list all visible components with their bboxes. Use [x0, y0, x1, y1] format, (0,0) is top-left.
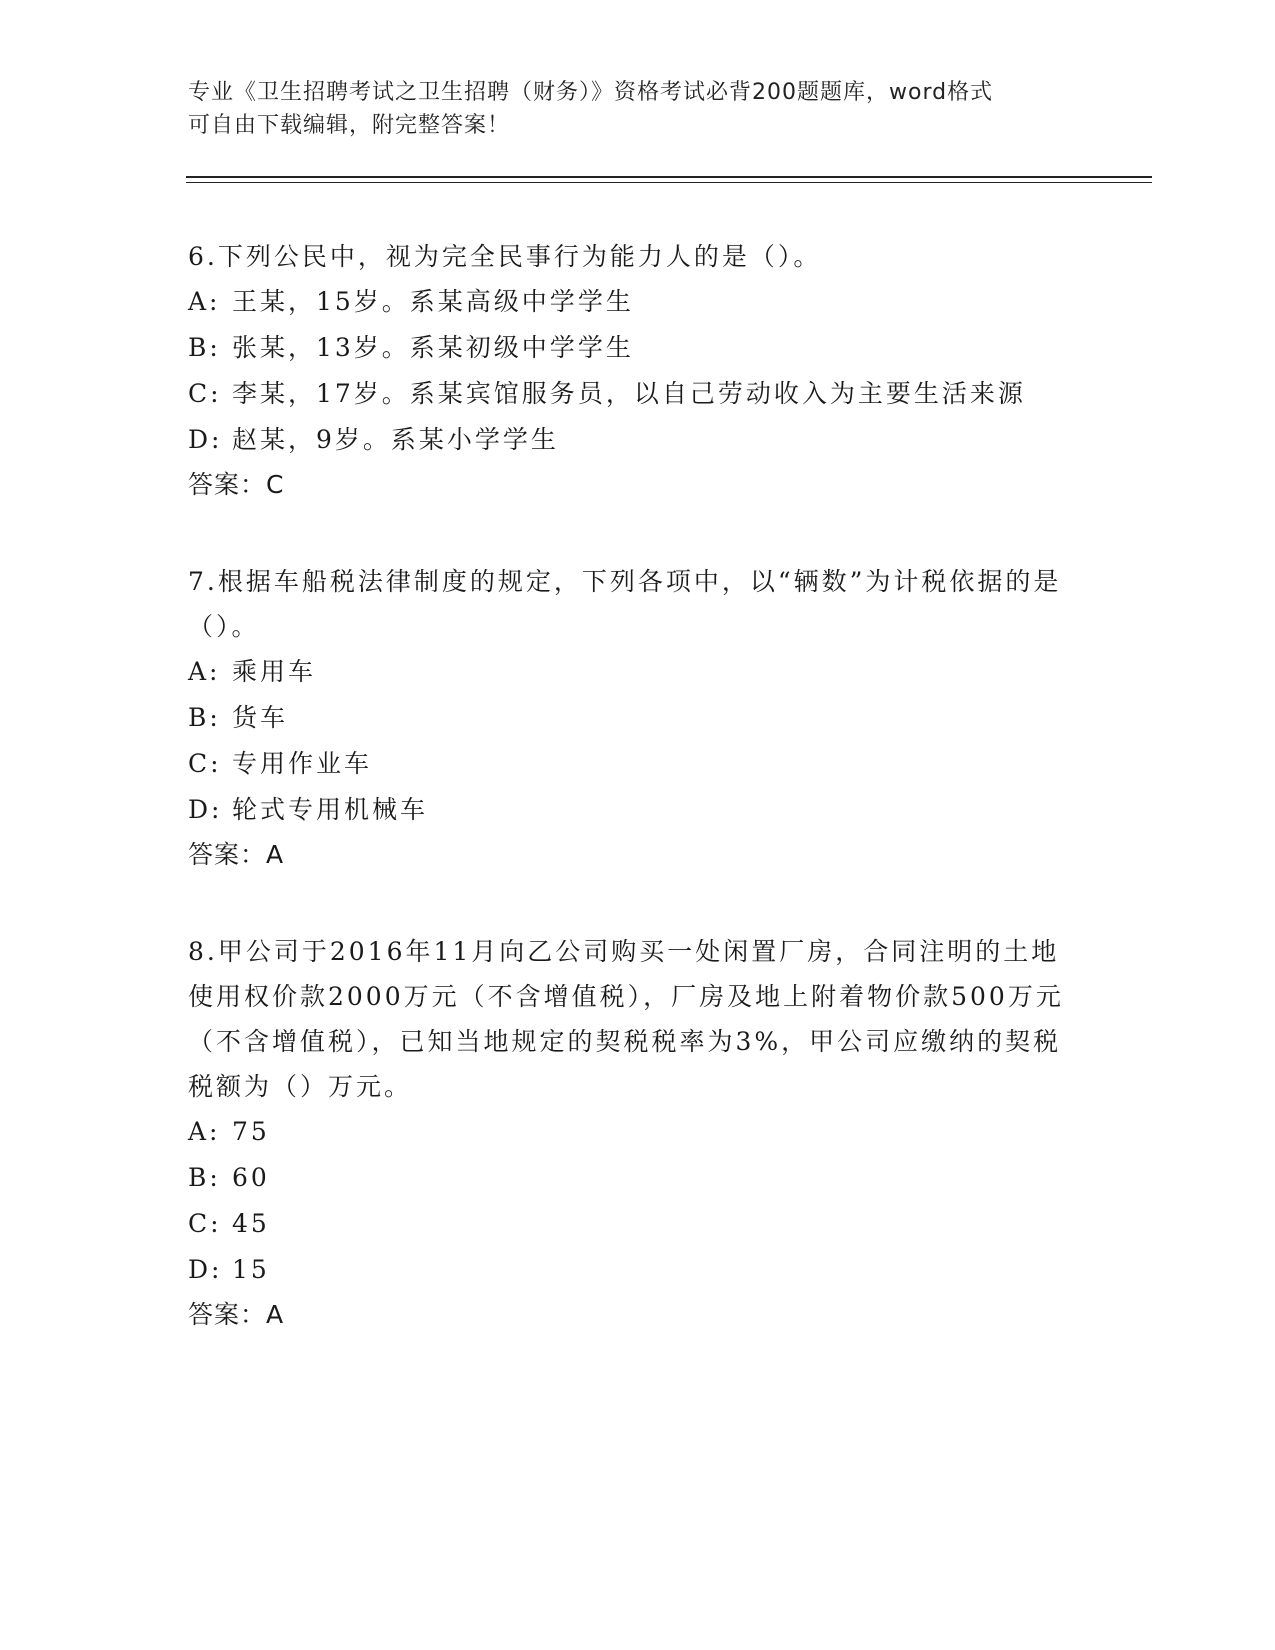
option-key: C:: [188, 1209, 222, 1238]
option-key: B:: [188, 703, 221, 732]
option-key: C:: [188, 749, 222, 778]
option-key: A:: [188, 657, 221, 686]
answer: 答案：A: [188, 840, 285, 869]
header-line-1: 专业《卫生招聘考试之卫生招聘（财务）》资格考试必背200题题库，word格式: [188, 80, 994, 105]
option-text: 乘用车: [232, 657, 317, 686]
option-d: [188, 1247, 1068, 1293]
option-text: 60: [232, 1163, 270, 1192]
question-text: 8.甲公司于2016年11月向乙公司购买一处闲置厂房，合同注明的土地使用权价款2000万元（不含增值税），厂房及地上附着物价款500万元（不含增值税），已知当地规定的契税税率为3%，甲公司应缴纳的契税税额为（）万元。: [188, 937, 1064, 1101]
option-key: B:: [188, 333, 221, 362]
option-d: [188, 787, 1068, 833]
option-b: [188, 325, 1068, 371]
header-divider-thick: [186, 176, 1152, 178]
option-text: 轮式专用机械车: [232, 795, 429, 824]
header-line-2: 可自由下载编辑，附完整答案！: [188, 113, 511, 138]
question-text: 6.下列公民中，视为完全民事行为能力人的是（）。: [188, 242, 822, 271]
option-a: [188, 1109, 1068, 1155]
option-text: 李某，17岁。系某宾馆服务员，以自己劳动收入为主要生活来源: [232, 379, 1026, 408]
option-key: D:: [188, 425, 223, 454]
option-a: [188, 649, 1068, 695]
option-c: [188, 371, 1068, 417]
option-text: 15: [232, 1255, 270, 1284]
option-c: [188, 1201, 1068, 1247]
option-text: 赵某，9岁。系某小学学生: [232, 425, 559, 454]
answer: 答案：C: [188, 470, 285, 499]
question-8: [188, 929, 1068, 1337]
option-key: B:: [188, 1163, 221, 1192]
option-key: D:: [188, 1255, 223, 1284]
document-header: [188, 76, 1068, 142]
option-text: 专用作业车: [232, 749, 373, 778]
option-d: [188, 417, 1068, 463]
question-text: 7.根据车船税法律制度的规定，下列各项中，以“辆数”为计税依据的是（）。: [188, 567, 1062, 641]
option-b: [188, 695, 1068, 741]
option-key: A:: [188, 1117, 221, 1146]
option-a: [188, 279, 1068, 325]
option-b: [188, 1155, 1068, 1201]
option-key: D:: [188, 795, 223, 824]
question-list: [188, 234, 1068, 1389]
header-divider-thin: [186, 182, 1152, 183]
option-text: 75: [232, 1117, 270, 1146]
question-7: [188, 559, 1068, 877]
option-text: 45: [232, 1209, 270, 1238]
option-c: [188, 741, 1068, 787]
option-key: C:: [188, 379, 222, 408]
option-text: 货车: [232, 703, 289, 732]
option-text: 王某，15岁。系某高级中学学生: [232, 287, 634, 316]
answer: 答案：A: [188, 1300, 285, 1329]
question-6: [188, 234, 1068, 507]
option-text: 张某，13岁。系某初级中学学生: [232, 333, 634, 362]
option-key: A:: [188, 287, 221, 316]
